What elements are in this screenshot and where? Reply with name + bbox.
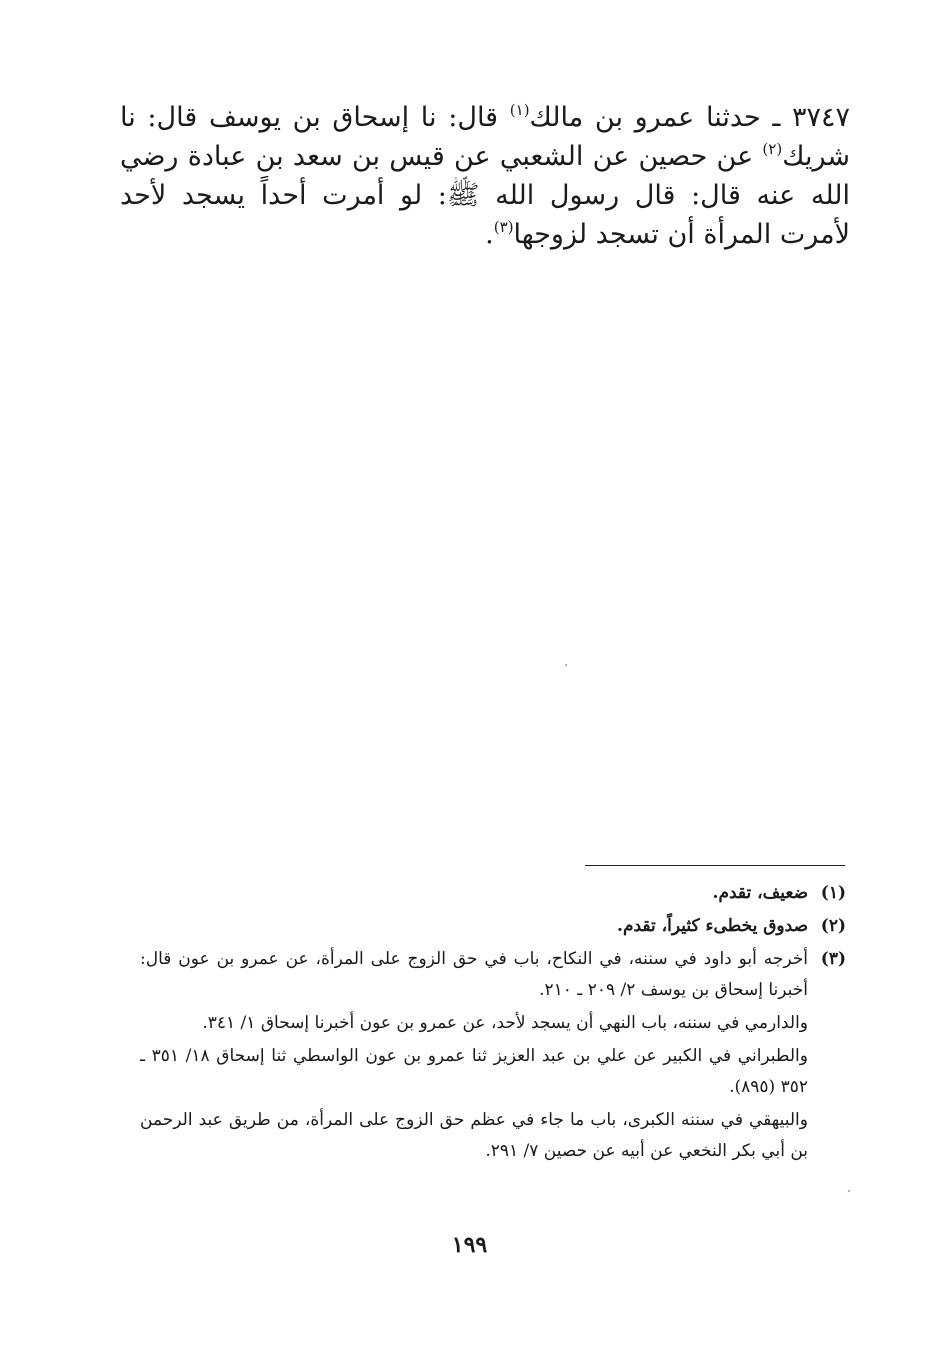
- footnote-2: [140, 911, 846, 942]
- hadith-text-part-3: عن حصين عن الشعبي عن قيس بن سعد بن عبادة رضي الله عنه قال: قال رسول الله ﷺ: لو أمرت أحداً يسجد لأحد لأمرت المرأة أن تسجد لزوجها: [120, 141, 850, 250]
- footnote-text: ضعيف، تقدم.: [712, 883, 808, 903]
- hadith-text-part-1: ـ حدثنا عمرو بن مالك: [529, 102, 792, 133]
- footnote-paragraph: أخرجه أبو داود في سننه، في النكاح، باب في حق الزوج على المرأة، عن عمرو بن عون قال: أخبرنا إسحاق بن يوسف ٢/ ٢٠٩ ـ ٢١٠.: [140, 949, 809, 1000]
- footnote-marker: (١): [820, 883, 846, 903]
- hadith-number: ٣٧٤٧: [792, 102, 851, 133]
- footnote-paragraph: والطبراني في الكبير عن علي بن عبد العزيز ثنا عمرو بن عون الواسطي ثنا إسحاق ١٨/ ٣٥١ ـ ٣٥٢ (٨٩٥).: [140, 1046, 808, 1097]
- footnote-paragraph: والدارمي في سننه، باب النهي أن يسجد لأحد، عن عمرو بن عون أخبرنا إسحاق ١/ ٣٤١.: [202, 1013, 808, 1033]
- footnote-ref-3: (٣): [493, 218, 514, 236]
- footnotes: [140, 878, 846, 1169]
- page-number: ١٩٩: [451, 1232, 488, 1258]
- hadith-text-part-4: .: [485, 219, 494, 250]
- scan-speck: [565, 664, 567, 666]
- footnote-ref-1: (١): [509, 101, 530, 119]
- footnote-marker: (٣): [820, 949, 846, 969]
- footnote-text: صدوق يخطىء كثيراً، تقدم.: [617, 916, 808, 936]
- footnote-paragraph: والبيهقي في سننه الكبرى، باب ما جاء في عظم حق الزوج على المرأة، من طريق عبد الرحمن بن أبي بكر النخعي عن أبيه عن حصين ٧/ ٢٩١.: [140, 1110, 808, 1161]
- footnote-3: [140, 944, 846, 1167]
- footnote-separator: [585, 865, 845, 866]
- footnote-marker: (٢): [820, 916, 846, 936]
- scan-speck: [848, 1190, 850, 1192]
- footnote-ref-2: (٢): [762, 140, 783, 158]
- hadith-text-part-2: قال: نا إسحاق بن يوسف قال: نا شريك: [120, 102, 850, 172]
- footnote-1: [140, 878, 846, 909]
- hadith-text: [120, 98, 850, 254]
